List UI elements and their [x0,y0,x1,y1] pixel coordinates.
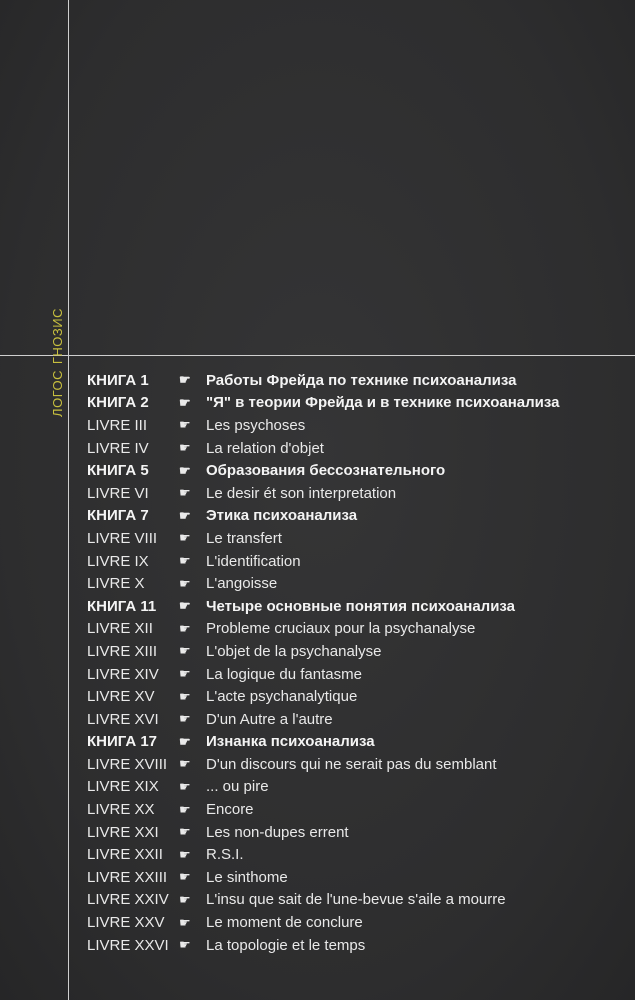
volume-title: Probleme cruciaux pour la psychanalyse [206,620,476,638]
volume-title: L'objet de la psychanalyse [206,642,382,660]
volume-title: Le moment de conclure [206,914,363,932]
volume-number: LIVRE XXIV [87,891,169,909]
volume-title: Les psychoses [206,416,306,434]
volume-number: КНИГА 1 [87,371,149,389]
volume-title: Изнанка психоанализа [206,733,375,751]
volume-number: КНИГА 5 [87,462,149,480]
volume-row [87,934,627,957]
volume-number: LIVRE XII [87,620,153,638]
vertical-rule [68,0,69,1000]
volume-title: Этика психоанализа [206,507,358,525]
pointing-hand-icon: ☛ [179,846,191,862]
volume-number: LIVRE XVI [87,710,159,728]
volume-title: Le transfert [206,529,282,547]
pointing-hand-icon: ☛ [179,688,191,704]
volume-number: LIVRE III [87,416,148,434]
volume-row [87,798,627,821]
pointing-hand-icon: ☛ [179,801,191,817]
volume-number: LIVRE XXV [87,914,165,932]
pointing-hand-icon: ☛ [179,891,191,907]
pointing-hand-icon: ☛ [179,440,191,456]
volume-number: LIVRE VI [87,484,149,502]
volume-row [87,550,627,573]
volume-number: LIVRE XXII [87,846,163,864]
volume-title: Encore [206,801,254,819]
volume-row [87,753,627,776]
volume-number: LIVRE XIX [87,778,159,796]
volume-number: LIVRE XXI [87,823,159,841]
volume-row [87,731,627,754]
volume-title: Работы Фрейда по технике психоанализа [206,371,517,389]
volume-number: LIVRE X [87,575,145,593]
volume-number: LIVRE XXIII [87,868,168,886]
volume-row [87,911,627,934]
pointing-hand-icon: ☛ [179,553,191,569]
volume-list [87,369,627,956]
volume-number: КНИГА 17 [87,733,158,751]
volume-row [87,640,627,663]
pointing-hand-icon: ☛ [179,711,191,727]
volume-row [87,505,627,528]
volume-number: LIVRE XIV [87,665,159,683]
volume-number: LIVRE XV [87,688,155,706]
series-word-logos: ЛОГОС [50,370,65,417]
pointing-hand-icon: ☛ [179,620,191,636]
volume-title: Les non-dupes errent [206,823,349,841]
pointing-hand-icon: ☛ [179,462,191,478]
pointing-hand-icon: ☛ [179,824,191,840]
pointing-hand-icon: ☛ [179,575,191,591]
volume-title: Le sinthome [206,868,288,886]
volume-row [87,708,627,731]
pointing-hand-icon: ☛ [179,530,191,546]
volume-title: L'insu que sait de l'une-bevue s'aile a mourre [206,891,506,909]
volume-title: Четыре основные понятия психоанализа [206,597,516,615]
pointing-hand-icon: ☛ [179,756,191,772]
volume-row [87,595,627,618]
volume-row [87,821,627,844]
volume-number: КНИГА 11 [87,597,157,615]
pointing-hand-icon: ☛ [179,507,191,523]
volume-row [87,527,627,550]
volume-row [87,482,627,505]
horizontal-rule [0,355,635,356]
volume-title: L'identification [206,552,301,570]
pointing-hand-icon: ☛ [179,666,191,682]
volume-number: LIVRE IX [87,552,149,570]
volume-number: LIVRE XXVI [87,936,169,954]
pointing-hand-icon: ☛ [179,598,191,614]
volume-number: КНИГА 7 [87,507,149,525]
volume-title: La logique du fantasme [206,665,362,683]
volume-row [87,618,627,641]
volume-number: LIVRE VIII [87,529,158,547]
volume-title: "Я" в теории Фрейда и в технике психоанализа [206,394,560,412]
pointing-hand-icon: ☛ [179,869,191,885]
volume-row [87,843,627,866]
volume-row [87,459,627,482]
volume-row [87,572,627,595]
volume-title: La topologie et le temps [206,936,366,954]
pointing-hand-icon: ☛ [179,937,191,953]
volume-row [87,392,627,415]
volume-title: La relation d'objet [206,439,324,457]
volume-number: LIVRE XIII [87,642,158,660]
pointing-hand-icon: ☛ [179,643,191,659]
volume-title: ... ou pire [206,778,269,796]
pointing-hand-icon: ☛ [179,733,191,749]
volume-number: LIVRE XX [87,801,155,819]
volume-row [87,776,627,799]
volume-row [87,663,627,686]
series-name [49,292,67,417]
volume-row [87,866,627,889]
volume-title: Le desir ét son interpretation [206,484,397,502]
volume-row [87,414,627,437]
volume-row [87,369,627,392]
pointing-hand-icon: ☛ [179,372,191,388]
volume-number: LIVRE XVIII [87,755,168,773]
volume-row [87,437,627,460]
pointing-hand-icon: ☛ [179,417,191,433]
volume-row [87,889,627,912]
series-word-gnozis: ГНОЗИС [50,307,65,365]
pointing-hand-icon: ☛ [179,485,191,501]
pointing-hand-icon: ☛ [179,778,191,794]
volume-title: Образования бессознательного [206,462,446,480]
pointing-hand-icon: ☛ [179,394,191,410]
volume-row [87,685,627,708]
volume-title: D'un discours qui ne serait pas du semblant [206,755,497,773]
volume-title: D'un Autre a l'autre [206,710,333,728]
volume-number: LIVRE IV [87,439,149,457]
volume-title: L'acte psychanalytique [206,688,358,706]
volume-title: L'angoisse [206,575,278,593]
volume-title: R.S.I. [206,846,244,864]
pointing-hand-icon: ☛ [179,914,191,930]
volume-number: КНИГА 2 [87,394,149,412]
